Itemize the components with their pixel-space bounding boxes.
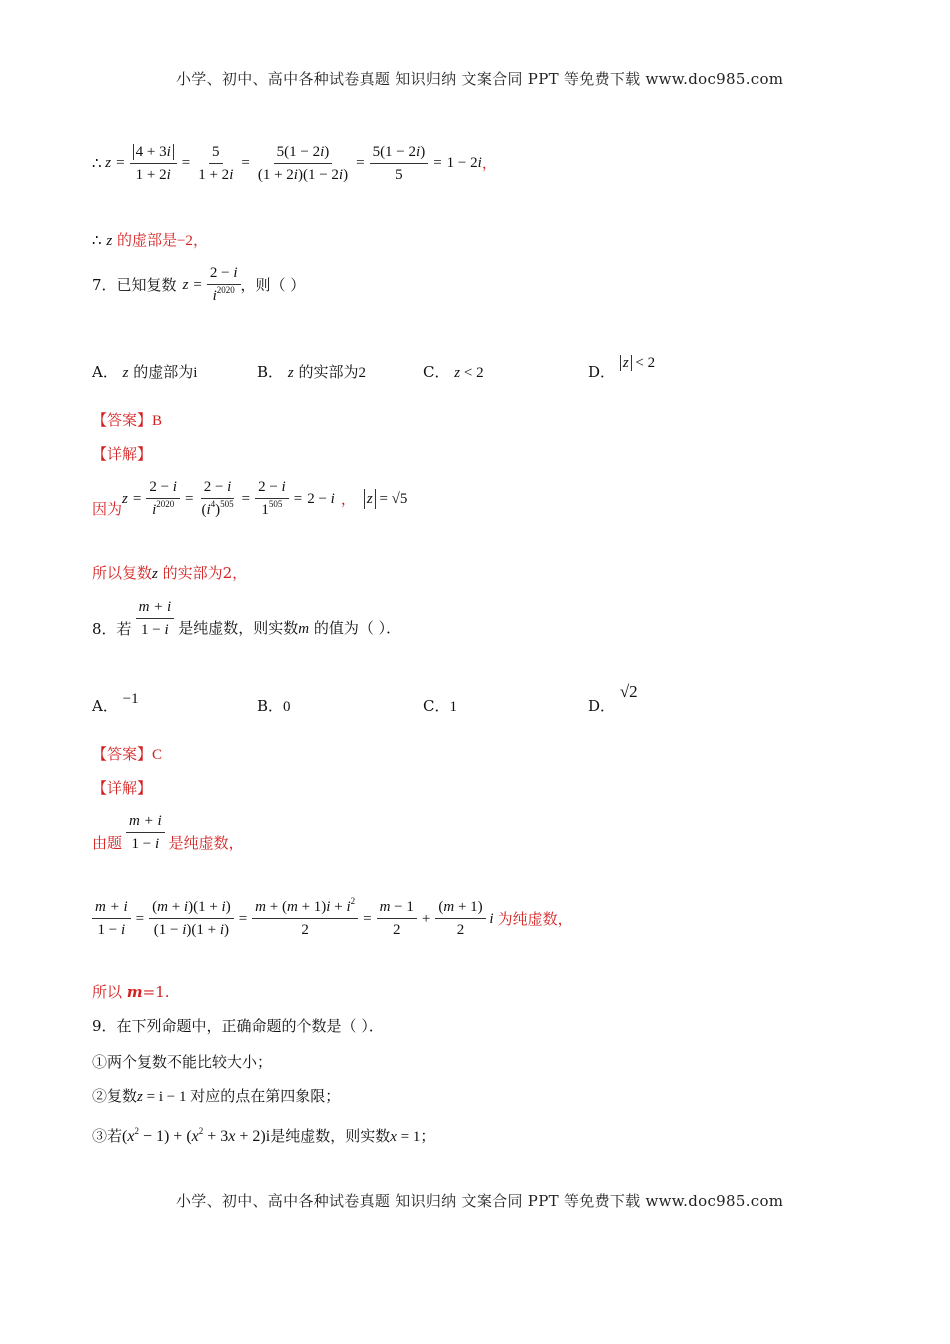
q7-detail-equation: 因为 z = $\frac{2 - i}{i^{2020}}$ = $\frac{2 - i}{(i^4)^{505}}$ = $\frac{2 - i}{1^{505}}$ = 2 − i ， z = √5 <box>92 479 408 518</box>
q8-detail-line: 由题 $\frac{m + i}{1 - i}$ 是纯虚数， <box>92 813 244 852</box>
q8-option-b: B．0 <box>257 697 291 715</box>
q9-stem: 9．在下列命题中，正确命题的个数是（ ）． <box>92 1017 384 1035</box>
page-footer: 小学、初中、高中各种试卷真题 知识归纳 文案合同 PPT 等免费下载 www.doc985.com <box>176 1192 784 1210</box>
q7-option-a: A． z 的虚部为i <box>92 363 198 381</box>
q7-answer: 【答案】B <box>92 411 163 429</box>
q9-item-1: ①两个复数不能比较大小； <box>92 1053 273 1071</box>
q9-item-2: ②复数z = i − 1 对应的点在第四象限； <box>92 1087 341 1105</box>
q8-option-d: D． √2 <box>588 682 638 715</box>
q8-conclusion: 所以 m=1. <box>92 983 170 1001</box>
q8-stem: 8．若 $\frac{m + i}{1 - i}$ 是纯虚数，则实数m 的值为（ ）． <box>92 599 402 638</box>
q9-item-3: ③若$(x^2 - 1) + (x^2 + 3x + 2)i$是纯虚数，则实数x = 1； <box>92 1126 436 1145</box>
q8-detail-tag: 【详解】 <box>92 779 153 797</box>
q6-equation: ∴ z = $\frac{4 + 3i}{1 + 2i}$ = $\frac{5}{1 + 2i}$ = $\frac{5(1 - 2i)}{(1 + 2i)(1 - 2i)}$ = $\frac{5(1 - 2i)}{5}$ = 1 − 2i ， <box>92 143 497 183</box>
q8-calc-equation: $\frac{m + i}{1 - i}$ = $\frac{(m + i)(1 + i)}{(1 - i)(1 + i)}$ = $\frac{m + (m + 1)i + i^2}{2}$ = $\frac{m - 1}{2}$ + $\frac{(m + 1)}{2}$ i 为纯虚数， <box>92 898 573 939</box>
q7-option-d: D． z < 2 <box>588 355 656 381</box>
q6-conclusion: ∴ z 的虚部是−2， <box>92 231 208 249</box>
q8-option-a: A． −1 <box>92 691 139 715</box>
q8-option-c: C．1 <box>423 697 457 715</box>
page-header: 小学、初中、高中各种试卷真题 知识归纳 文案合同 PPT 等免费下载 www.doc985.com <box>176 70 784 88</box>
q7-option-b: B． z 的实部为2 <box>257 363 366 381</box>
q6-comma: ， <box>481 154 497 172</box>
q7-conclusion: 所以复数z 的实部为2， <box>92 564 248 582</box>
q7-option-c: C． z < 2 <box>423 363 484 381</box>
q8-answer: 【答案】C <box>92 745 163 763</box>
q7-detail-tag: 【详解】 <box>92 445 153 463</box>
q7-stem: 7． 已知复数 z = $\frac{2 - i}{i^{2020}}$ ，则（ ） <box>92 265 306 304</box>
